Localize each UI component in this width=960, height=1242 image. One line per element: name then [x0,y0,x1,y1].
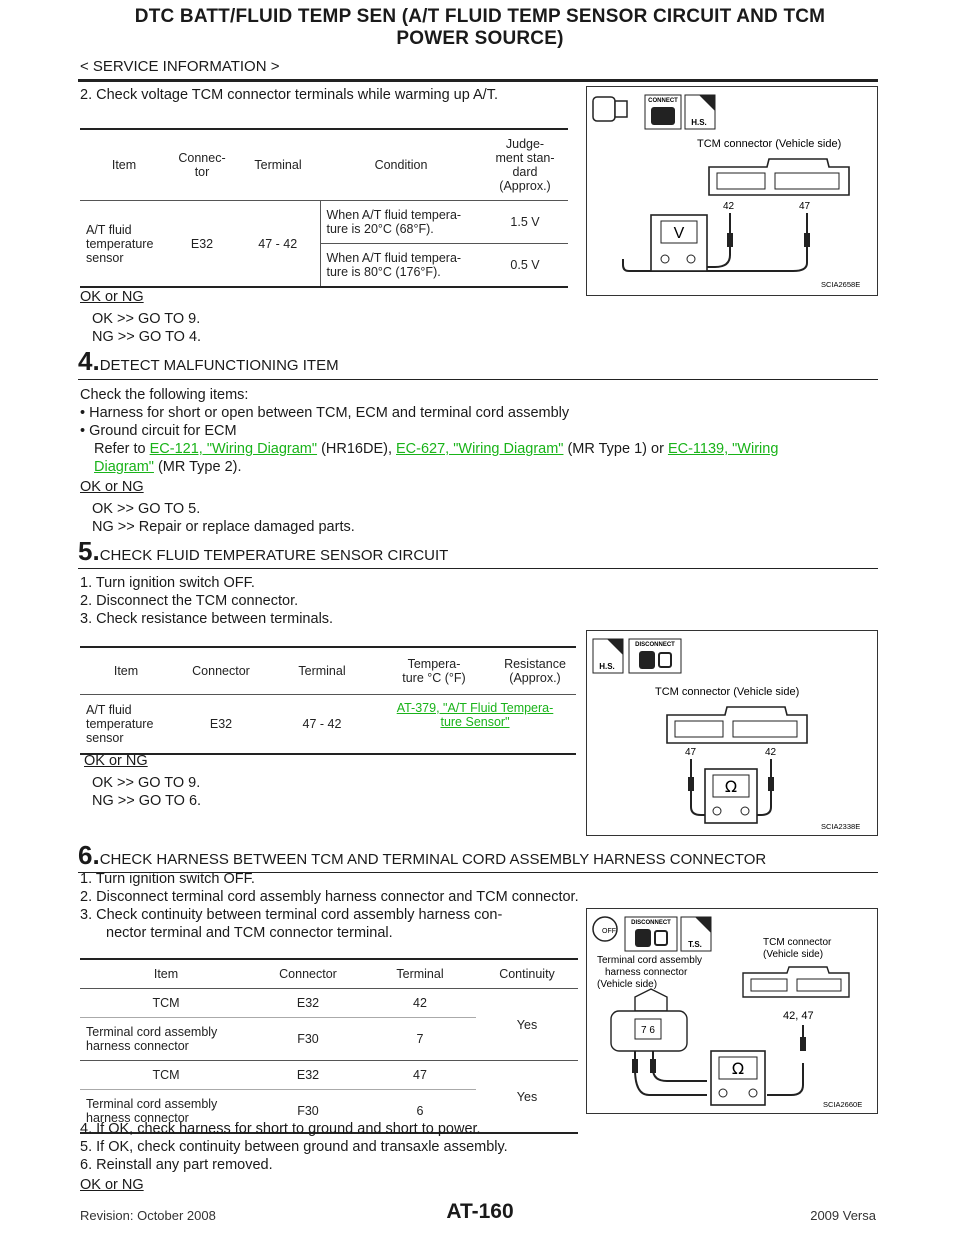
connector-icon [593,97,627,121]
step-5-heading: 5.CHECK FLUID TEMPERATURE SENSOR CIRCUIT [78,536,449,566]
hs-badge [685,95,715,129]
svg-text:H.S.: H.S. [599,662,615,671]
pin-42-label: 42 [723,201,735,212]
svg-text:DISCONNECT: DISCONNECT [635,642,675,648]
disconnect-badge [629,639,681,673]
voltmeter [651,215,707,271]
continuity-table: Item Connector Terminal Continuity TCM E32 42 Yes Terminal cord assembly harness connector F30 7 TCM E32 47 Yes Terminal cord assembly harness connector F30 6 [80,958,578,1134]
ng-result: NG >> GO TO 4. [92,329,202,345]
page-title: DTC BATT/FLUID TEMP SEN (A/T FLUID TEMP SENSOR CIRCUIT AND TCM POWER SOURCE) [134,6,826,49]
svg-text:DISCONNECT: DISCONNECT [631,920,671,926]
step-4-rule [78,379,878,380]
figure-code: SCIA2660E [823,1100,863,1109]
voltage-instruction: 2. Check voltage TCM connector terminals while warming up A/T. [80,87,498,103]
resistance-diagram [586,630,878,836]
resistance-table: Item Connector Terminal Tempera- ture °C (°F) Resistance (Approx.) A/T fluid temperature sensor E32 47 - 42 AT-379, "A/T Fluid Tempera- ture Sensor" [80,646,576,755]
voltage-diagram [586,86,878,296]
step-5-rule [78,568,878,569]
ec-121-link[interactable]: EC-121, "Wiring Diagram" [149,441,318,457]
tcm-connector-label: TCM connector (Vehicle side) [697,138,842,150]
svg-text:CONNECT: CONNECT [648,98,678,104]
ignition-off-icon [593,917,617,941]
header-rule [78,79,878,82]
section-label: < SERVICE INFORMATION > [80,58,280,75]
tcm-connector [743,967,849,997]
at-379-link[interactable]: AT-379, "A/T Fluid Tempera- [396,701,554,715]
terminal-cord-label: Terminal cord assembly harness connector (Vehicle side) [597,955,703,990]
refer-line: Refer to EC-121, "Wiring Diagram" (HR16DE), EC-627, "Wiring Diagram" (MR Type 1) or EC-1139, "Wiring [94,441,779,457]
ec-627-link[interactable]: EC-627, "Wiring Diagram" [396,441,564,457]
ec-1139-link[interactable]: EC-1139, "Wiring [667,441,779,457]
revision-date: Revision: October 2008 [80,1208,216,1223]
svg-text:H.S.: H.S. [691,118,707,127]
terminal-cord-connector [611,989,687,1051]
svg-text:Ω: Ω [724,777,738,796]
step-4-heading: 4.DETECT MALFUNCTIONING ITEM [78,346,339,376]
ts-badge [681,917,711,951]
ok-result: OK >> GO TO 9. [92,311,201,327]
svg-text:V: V [673,225,685,242]
ohmmeter [711,1051,765,1105]
pin-47-label: 47 [799,201,811,212]
tcm-connector-label: TCM connector (Vehicle side) [763,937,832,960]
continuity-diagram [586,908,878,1114]
voltage-table: Item Connec- tor Terminal Condition Judge- ment stan- dard (Approx.) A/T fluid temperature sensor E32 47 - 42 When A/T fluid tempera- ture is 20°C (68°F). 1.5 V When A/T fluid tempera- ture is 80°C (176°F). 0.5 V [80,128,568,288]
hs-badge [593,639,623,673]
svg-text:Ω: Ω [731,1059,745,1078]
tcm-connector [667,707,807,743]
pins-42-47-label: 42, 47 [783,1010,814,1022]
connect-badge [645,95,681,129]
at-379-link-cont[interactable]: ture Sensor" [440,715,510,729]
svg-text:T.S.: T.S. [688,940,702,949]
tcm-connector-label: TCM connector (Vehicle side) [655,686,800,698]
figure-code: SCIA2338E [821,822,861,831]
model-year: 2009 Versa [810,1208,876,1223]
pin-42-label: 42 [765,747,777,758]
pin-47-label: 47 [685,747,697,758]
svg-text:OFF: OFF [602,928,616,935]
svg-text:7 6: 7 6 [641,1025,655,1036]
figure-code: SCIA2658E [821,280,861,289]
step-6-heading: 6.CHECK HARNESS BETWEEN TCM AND TERMINAL CORD ASSEMBLY HARNESS CONNECTOR [78,840,767,870]
disconnect-badge [625,917,677,951]
ohmmeter [705,769,757,823]
tcm-connector [709,159,849,195]
page-number: AT-160 [446,1200,514,1223]
ok-or-ng-label: OK or NG [80,289,144,305]
ec-1139-link-cont[interactable]: Diagram" [94,459,154,475]
